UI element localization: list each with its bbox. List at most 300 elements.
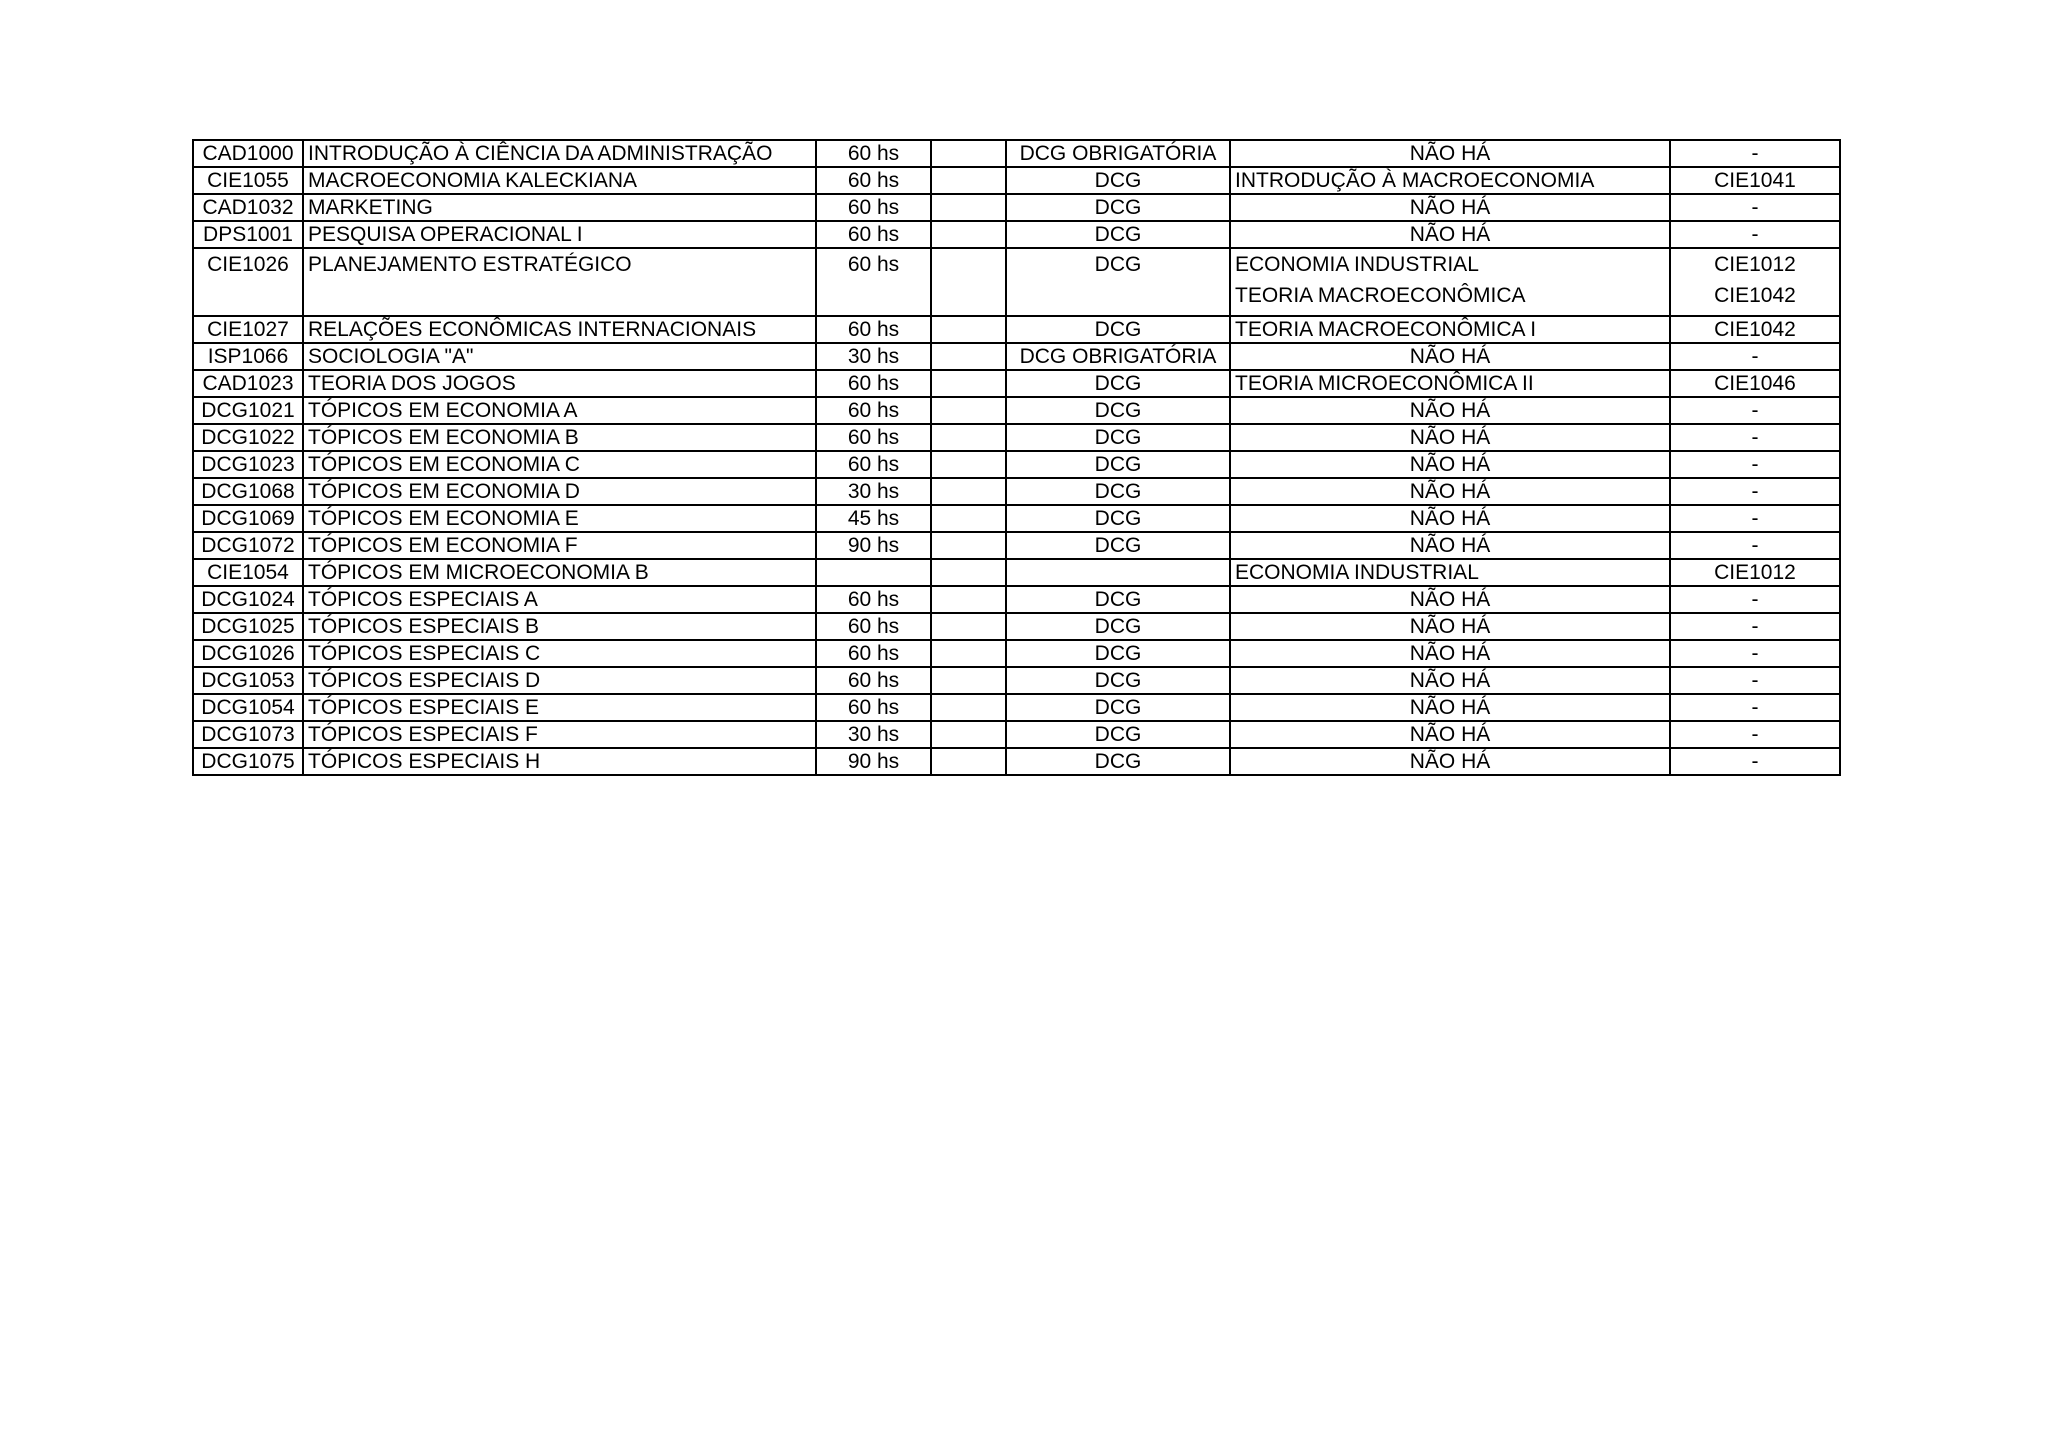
prerequisite-code-cell	[1670, 748, 1840, 775]
course-name-text: MARKETING	[308, 196, 433, 219]
course-hours-cell	[816, 167, 931, 194]
course-code-cell	[193, 721, 303, 748]
prerequisite-code-text: -	[1751, 480, 1759, 503]
prerequisite-text: NÃO HÁ	[1409, 723, 1491, 746]
course-name-text: TÓPICOS ESPECIAIS H	[308, 750, 541, 773]
course-name-cell	[303, 248, 816, 316]
course-hours-cell	[816, 613, 931, 640]
course-name-text: PESQUISA OPERACIONAL I	[308, 223, 583, 246]
prerequisite-code-text: -	[1751, 399, 1759, 422]
prerequisite-code-text: -	[1751, 588, 1759, 611]
prerequisite-cell	[1230, 640, 1670, 667]
course-name-cell	[303, 505, 816, 532]
course-type-cell	[1006, 667, 1230, 694]
course-hours-cell	[816, 221, 931, 248]
course-hours-text: 60 hs	[847, 372, 900, 395]
course-type-text: DCG	[1094, 669, 1142, 692]
prerequisite-text: NÃO HÁ	[1409, 507, 1491, 530]
course-name-cell	[303, 316, 816, 343]
course-type-text: DCG	[1094, 223, 1142, 246]
course-code-text: DCG1026	[201, 642, 295, 665]
prerequisite-cell	[1230, 721, 1670, 748]
prerequisite-cell	[1230, 167, 1670, 194]
course-hours-text: 60 hs	[847, 318, 900, 341]
table-row	[193, 478, 1840, 505]
course-code-text: CAD1000	[202, 142, 294, 165]
course-name-cell	[303, 478, 816, 505]
prerequisite-code-cell	[1670, 370, 1840, 397]
course-hours-text: 60 hs	[847, 223, 900, 246]
course-name-text: TÓPICOS ESPECIAIS B	[308, 615, 540, 638]
prerequisite-text: NÃO HÁ	[1409, 696, 1491, 719]
course-name-cell	[303, 667, 816, 694]
course-type-text: DCG	[1094, 426, 1142, 449]
course-hours-text: 60 hs	[847, 253, 900, 276]
course-hours-text: 60 hs	[847, 588, 900, 611]
prerequisite-text: ECONOMIA INDUSTRIAL	[1235, 253, 1479, 276]
course-extra-cell	[931, 343, 1006, 370]
prerequisite-code-text: CIE1041	[1714, 169, 1796, 192]
course-code-text: DCG1073	[201, 723, 295, 746]
course-name-text: PLANEJAMENTO ESTRATÉGICO	[308, 253, 632, 276]
course-code-text: DCG1069	[201, 507, 295, 530]
course-name-cell	[303, 370, 816, 397]
prerequisite-cell	[1230, 397, 1670, 424]
course-hours-cell	[816, 640, 931, 667]
course-extra-cell	[931, 586, 1006, 613]
prerequisite-code-text: CIE1046	[1714, 372, 1796, 395]
prerequisite-code-cell	[1670, 397, 1840, 424]
course-extra-text	[936, 251, 1001, 282]
prerequisite-code-cell	[1670, 721, 1840, 748]
course-code-cell	[193, 694, 303, 721]
course-code-text: DCG1053	[201, 669, 295, 692]
prerequisite-code-cell	[1670, 221, 1840, 248]
course-type-cell	[1006, 532, 1230, 559]
course-name-text: TÓPICOS ESPECIAIS F	[308, 723, 538, 746]
course-code-text: DCG1072	[201, 534, 295, 557]
table-row	[193, 343, 1840, 370]
course-code-text: DCG1068	[201, 480, 295, 503]
course-code-text: CAD1032	[202, 196, 294, 219]
course-type-cell	[1006, 397, 1230, 424]
prerequisite-cell	[1230, 221, 1670, 248]
prerequisite-text: NÃO HÁ	[1409, 426, 1491, 449]
course-hours-cell	[816, 667, 931, 694]
course-code-cell	[193, 248, 303, 316]
course-hours-cell	[816, 248, 931, 316]
course-extra-cell	[931, 397, 1006, 424]
course-hours-text: 60 hs	[847, 142, 900, 165]
course-name-cell	[303, 721, 816, 748]
course-type-text: DCG	[1094, 480, 1142, 503]
course-hours-text: 30 hs	[847, 480, 900, 503]
course-type-text: DCG OBRIGATÓRIA	[1019, 142, 1217, 165]
course-code-cell	[193, 140, 303, 167]
course-type-text: DCG	[1094, 372, 1142, 395]
prerequisite-cell	[1230, 248, 1670, 316]
course-name-text: TÓPICOS ESPECIAIS C	[308, 642, 541, 665]
course-type-text: DCG	[1094, 507, 1142, 530]
course-extra-cell	[931, 694, 1006, 721]
course-code-text: CIE1026	[207, 253, 289, 276]
course-name-text: INTRODUÇÃO À CIÊNCIA DA ADMINISTRAÇÃO	[308, 142, 773, 165]
course-type-text: DCG	[1094, 723, 1142, 746]
course-type-cell	[1006, 613, 1230, 640]
prerequisite-code-cell	[1670, 586, 1840, 613]
course-name-cell	[303, 140, 816, 167]
prerequisite-text: NÃO HÁ	[1409, 669, 1491, 692]
prerequisite-code-text: -	[1751, 723, 1759, 746]
course-name-text: TÓPICOS EM ECONOMIA C	[308, 453, 580, 476]
prerequisite-code-cell	[1670, 667, 1840, 694]
course-hours-cell	[816, 748, 931, 775]
course-name-cell	[303, 397, 816, 424]
prerequisite-cell	[1230, 559, 1670, 586]
course-code-text: DCG1025	[201, 615, 295, 638]
course-code-text: DCG1023	[201, 453, 295, 476]
prerequisite-text: NÃO HÁ	[1409, 588, 1491, 611]
table-row	[193, 613, 1840, 640]
course-type-text: DCG	[1094, 534, 1142, 557]
prerequisite-cell	[1230, 343, 1670, 370]
prerequisite-cell	[1230, 667, 1670, 694]
course-code-cell	[193, 478, 303, 505]
prerequisite-cell	[1230, 532, 1670, 559]
course-hours-cell	[816, 451, 931, 478]
prerequisite-cell	[1230, 424, 1670, 451]
table-row	[193, 248, 1840, 316]
course-hours-cell	[816, 694, 931, 721]
course-type-cell	[1006, 221, 1230, 248]
course-hours-cell	[816, 532, 931, 559]
table-row	[193, 424, 1840, 451]
prerequisite-code-text: -	[1751, 696, 1759, 719]
prerequisite-code-cell	[1670, 613, 1840, 640]
course-type-text: DCG	[1094, 399, 1142, 422]
course-code-cell	[193, 559, 303, 586]
course-type-cell	[1006, 140, 1230, 167]
course-code-text: DPS1001	[203, 223, 293, 246]
prerequisite-code-cell	[1670, 167, 1840, 194]
course-code-cell	[193, 424, 303, 451]
prerequisite-code-text: -	[1751, 426, 1759, 449]
course-extra-cell	[931, 559, 1006, 586]
course-code-cell	[193, 370, 303, 397]
table-row	[193, 451, 1840, 478]
course-type-text: DCG	[1094, 453, 1142, 476]
course-type-cell	[1006, 586, 1230, 613]
course-code-cell	[193, 667, 303, 694]
course-extra-cell	[931, 478, 1006, 505]
course-name-cell	[303, 640, 816, 667]
prerequisite-code-text: -	[1751, 534, 1759, 557]
course-code-text: CIE1054	[207, 561, 289, 584]
course-code-text: CIE1055	[207, 169, 289, 192]
course-name-cell	[303, 424, 816, 451]
prerequisite-code-text: -	[1751, 345, 1759, 368]
course-type-cell	[1006, 721, 1230, 748]
prerequisite-cell	[1230, 694, 1670, 721]
course-extra-cell	[931, 194, 1006, 221]
course-rows	[193, 140, 1840, 775]
course-code-text: DCG1022	[201, 426, 295, 449]
course-code-text: DCG1054	[201, 696, 295, 719]
prerequisite-text: ECONOMIA INDUSTRIAL	[1235, 561, 1479, 584]
prerequisite-text: TEORIA MACROECONÔMICA	[1235, 284, 1526, 307]
course-code-text: DCG1075	[201, 750, 295, 773]
course-hours-text: 60 hs	[847, 169, 900, 192]
course-name-text: TÓPICOS EM ECONOMIA A	[308, 399, 578, 422]
course-type-text: DCG	[1094, 642, 1142, 665]
course-name-cell	[303, 167, 816, 194]
prerequisite-text: TEORIA MICROECONÔMICA II	[1235, 372, 1534, 395]
course-code-cell	[193, 194, 303, 221]
prerequisite-cell	[1230, 194, 1670, 221]
course-type-text: DCG	[1094, 588, 1142, 611]
prerequisite-text: NÃO HÁ	[1409, 615, 1491, 638]
prerequisite-text: NÃO HÁ	[1409, 453, 1491, 476]
table-row	[193, 505, 1840, 532]
prerequisite-text: INTRODUÇÃO À MACROECONOMIA	[1235, 169, 1595, 192]
prerequisite-code-cell	[1670, 194, 1840, 221]
course-hours-cell	[816, 316, 931, 343]
course-extra-cell	[931, 221, 1006, 248]
course-name-text: TÓPICOS EM ECONOMIA B	[308, 426, 579, 449]
course-type-text: DCG	[1094, 696, 1142, 719]
course-code-cell	[193, 748, 303, 775]
prerequisite-cell	[1230, 748, 1670, 775]
course-extra-cell	[931, 167, 1006, 194]
prerequisite-text: NÃO HÁ	[1409, 223, 1491, 246]
course-extra-cell	[931, 532, 1006, 559]
course-name-text: TÓPICOS EM ECONOMIA F	[308, 534, 578, 557]
prerequisite-code-text: -	[1751, 615, 1759, 638]
course-type-cell	[1006, 248, 1230, 316]
prerequisite-code-text: -	[1751, 142, 1759, 165]
course-hours-cell	[816, 194, 931, 221]
course-name-cell	[303, 221, 816, 248]
course-extra-cell	[931, 451, 1006, 478]
course-type-text: DCG	[1094, 615, 1142, 638]
course-hours-cell	[816, 424, 931, 451]
prerequisite-code-cell	[1670, 316, 1840, 343]
course-extra-cell	[931, 748, 1006, 775]
course-hours-cell	[816, 505, 931, 532]
prerequisite-code-text: -	[1751, 507, 1759, 530]
course-type-cell	[1006, 167, 1230, 194]
course-code-cell	[193, 613, 303, 640]
prerequisite-code-text: CIE1042	[1714, 284, 1796, 307]
table-row	[193, 640, 1840, 667]
prerequisite-text: NÃO HÁ	[1409, 534, 1491, 557]
prerequisite-code-text: -	[1751, 223, 1759, 246]
prerequisite-text: NÃO HÁ	[1409, 345, 1491, 368]
course-type-text: DCG	[1094, 196, 1142, 219]
course-type-cell	[1006, 316, 1230, 343]
table-row	[193, 167, 1840, 194]
prerequisite-code-text: CIE1012	[1714, 561, 1796, 584]
course-type-cell	[1006, 370, 1230, 397]
course-hours-text: 60 hs	[847, 453, 900, 476]
table-row	[193, 370, 1840, 397]
table-row	[193, 721, 1840, 748]
course-hours-text: 90 hs	[847, 750, 900, 773]
course-extra-cell	[931, 667, 1006, 694]
prerequisite-cell	[1230, 586, 1670, 613]
course-hours-text: 30 hs	[847, 723, 900, 746]
course-type-cell	[1006, 451, 1230, 478]
course-hours-text: 30 hs	[847, 345, 900, 368]
table-row	[193, 667, 1840, 694]
course-type-text: DCG	[1094, 318, 1142, 341]
course-extra-cell	[931, 140, 1006, 167]
course-type-cell	[1006, 694, 1230, 721]
prerequisite-code-cell	[1670, 478, 1840, 505]
prerequisite-cell	[1230, 370, 1670, 397]
course-name-cell	[303, 559, 816, 586]
course-hours-text: 60 hs	[847, 399, 900, 422]
table-row	[193, 559, 1840, 586]
prerequisite-code-cell	[1670, 451, 1840, 478]
course-extra-cell	[931, 370, 1006, 397]
course-name-text: TÓPICOS ESPECIAIS A	[308, 588, 538, 611]
prerequisite-cell	[1230, 140, 1670, 167]
course-name-text: TÓPICOS ESPECIAIS D	[308, 669, 541, 692]
prerequisite-code-text: -	[1751, 642, 1759, 665]
course-name-cell	[303, 613, 816, 640]
prerequisite-cell	[1230, 478, 1670, 505]
prerequisite-code-text: -	[1751, 750, 1759, 773]
course-code-cell	[193, 221, 303, 248]
course-name-cell	[303, 343, 816, 370]
course-name-text: MACROECONOMIA KALECKIANA	[308, 169, 638, 192]
course-hours-cell	[816, 370, 931, 397]
course-extra-cell	[931, 424, 1006, 451]
table-row	[193, 221, 1840, 248]
course-code-cell	[193, 532, 303, 559]
prerequisite-code-cell	[1670, 140, 1840, 167]
prerequisite-code-text: -	[1751, 453, 1759, 476]
prerequisite-code-cell	[1670, 424, 1840, 451]
course-name-cell	[303, 586, 816, 613]
course-hours-cell	[816, 478, 931, 505]
course-name-text: TEORIA DOS JOGOS	[308, 372, 516, 395]
course-hours-cell	[816, 721, 931, 748]
course-extra-cell	[931, 248, 1006, 316]
course-name-text: TÓPICOS EM ECONOMIA E	[308, 507, 579, 530]
prerequisite-code-cell	[1670, 532, 1840, 559]
course-type-cell	[1006, 748, 1230, 775]
prerequisite-code-cell	[1670, 343, 1840, 370]
course-type-text: DCG OBRIGATÓRIA	[1019, 345, 1217, 368]
course-name-text: TÓPICOS ESPECIAIS E	[308, 696, 540, 719]
course-table	[192, 139, 1841, 776]
course-code-text: ISP1066	[207, 345, 289, 368]
course-type-cell	[1006, 559, 1230, 586]
course-hours-text: 60 hs	[847, 615, 900, 638]
course-type-cell	[1006, 343, 1230, 370]
table-row	[193, 532, 1840, 559]
table-row	[193, 694, 1840, 721]
course-type-cell	[1006, 424, 1230, 451]
prerequisite-text: NÃO HÁ	[1409, 196, 1491, 219]
prerequisite-text: TEORIA MACROECONÔMICA I	[1235, 318, 1537, 341]
prerequisite-code-cell	[1670, 694, 1840, 721]
course-hours-text: 60 hs	[847, 642, 900, 665]
course-code-text: DCG1021	[201, 399, 295, 422]
course-hours-text: 60 hs	[847, 669, 900, 692]
prerequisite-code-cell	[1670, 559, 1840, 586]
course-code-cell	[193, 451, 303, 478]
course-code-cell	[193, 586, 303, 613]
prerequisite-cell	[1230, 316, 1670, 343]
course-name-cell	[303, 694, 816, 721]
course-name-text: TÓPICOS EM MICROECONOMIA B	[308, 561, 649, 584]
course-hours-cell	[816, 140, 931, 167]
course-code-cell	[193, 397, 303, 424]
table-row	[193, 194, 1840, 221]
table-row	[193, 140, 1840, 167]
prerequisite-cell	[1230, 505, 1670, 532]
course-hours-cell	[816, 397, 931, 424]
course-code-cell	[193, 343, 303, 370]
course-name-cell	[303, 532, 816, 559]
prerequisite-text: NÃO HÁ	[1409, 142, 1491, 165]
prerequisite-text: NÃO HÁ	[1409, 480, 1491, 503]
prerequisite-text: NÃO HÁ	[1409, 750, 1491, 773]
course-code-text: CAD1023	[202, 372, 294, 395]
prerequisite-code-text: CIE1042	[1714, 318, 1796, 341]
course-name-text: RELAÇÕES ECONÔMICAS INTERNACIONAIS	[308, 318, 757, 341]
prerequisite-text: NÃO HÁ	[1409, 399, 1491, 422]
prerequisite-cell	[1230, 613, 1670, 640]
course-type-cell	[1006, 194, 1230, 221]
prerequisite-code-cell	[1670, 248, 1840, 316]
prerequisite-code-cell	[1670, 505, 1840, 532]
prerequisite-code-text: -	[1751, 669, 1759, 692]
course-type-cell	[1006, 505, 1230, 532]
prerequisite-cell	[1230, 451, 1670, 478]
course-name-cell	[303, 748, 816, 775]
course-hours-text: 60 hs	[847, 426, 900, 449]
course-hours-cell	[816, 559, 931, 586]
course-extra-cell	[931, 505, 1006, 532]
course-extra-cell	[931, 316, 1006, 343]
course-name-cell	[303, 451, 816, 478]
course-code-cell	[193, 640, 303, 667]
course-type-text: DCG	[1094, 169, 1142, 192]
course-hours-text: 45 hs	[847, 507, 900, 530]
prerequisite-code-text: CIE1012	[1714, 253, 1796, 276]
course-code-cell	[193, 505, 303, 532]
prerequisite-text: NÃO HÁ	[1409, 642, 1491, 665]
course-hours-text: 60 hs	[847, 696, 900, 719]
course-type-text: DCG	[1094, 253, 1142, 276]
table-row	[193, 397, 1840, 424]
course-code-text: DCG1024	[201, 588, 295, 611]
course-hours-text: 90 hs	[847, 534, 900, 557]
course-hours-cell	[816, 343, 931, 370]
table-row	[193, 316, 1840, 343]
prerequisite-code-text: -	[1751, 196, 1759, 219]
course-hours-cell	[816, 586, 931, 613]
course-extra-cell	[931, 640, 1006, 667]
course-code-cell	[193, 167, 303, 194]
course-name-cell	[303, 194, 816, 221]
course-type-cell	[1006, 640, 1230, 667]
course-type-cell	[1006, 478, 1230, 505]
